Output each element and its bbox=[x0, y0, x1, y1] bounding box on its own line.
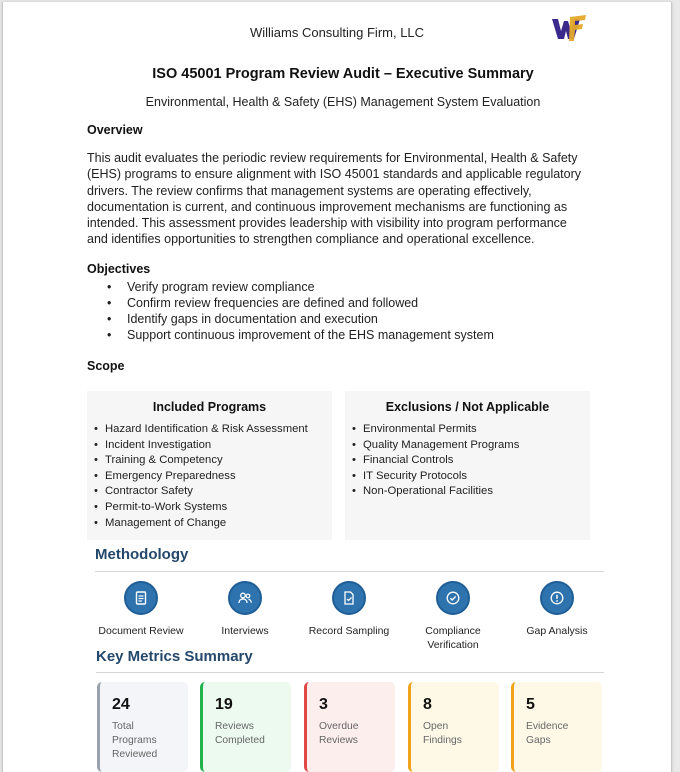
metric-label-line: Reviews bbox=[319, 735, 358, 746]
included-program-item: • Emergency Preparedness bbox=[94, 469, 332, 485]
included-program-item: • Training & Competency bbox=[94, 453, 332, 469]
methodology-label: Record Sampling bbox=[308, 625, 390, 637]
methodology-heading: Methodology bbox=[95, 546, 189, 563]
methodology-label bbox=[398, 624, 508, 652]
exclusion-item: • Financial Controls bbox=[352, 453, 590, 469]
metric-label bbox=[112, 720, 188, 762]
methodology-record-sampling bbox=[294, 581, 404, 638]
metric-label bbox=[526, 720, 602, 748]
firm-name: Williams Consulting Firm, LLC bbox=[249, 25, 425, 40]
metric-label-line: Reviews bbox=[215, 721, 254, 732]
methodology-label: Document Review bbox=[98, 625, 184, 637]
objectives-heading: Objectives bbox=[87, 262, 151, 276]
metric-value: 3 bbox=[319, 696, 328, 713]
included-programs-title: Included Programs bbox=[152, 400, 267, 414]
metric-label-line: Overdue bbox=[319, 721, 359, 732]
metric-label-line: Gaps bbox=[526, 735, 551, 746]
metric-value: 5 bbox=[526, 696, 535, 713]
overview-line: This audit evaluates the periodic review requirements for Environmental, Health & Safety bbox=[87, 151, 578, 165]
metric-value: 19 bbox=[215, 696, 233, 713]
included-program-item: • Contractor Safety bbox=[94, 484, 332, 500]
overview-line: documentation is current, and continuous improvement mechanisms are functioning as bbox=[87, 199, 568, 214]
metric-label-line: Open bbox=[423, 721, 449, 732]
methodology-document-review bbox=[86, 581, 196, 638]
people-icon bbox=[228, 581, 262, 615]
report-title: ISO 45001 Program Review Audit – Executive Summary bbox=[152, 66, 534, 82]
metrics-divider bbox=[96, 672, 604, 673]
objectives-list bbox=[107, 279, 494, 343]
exclusion-item: • Environmental Permits bbox=[352, 422, 590, 438]
metrics-heading: Key Metrics Summary bbox=[96, 648, 253, 665]
document-icon bbox=[124, 581, 158, 615]
metric-label-line: Reviewed bbox=[112, 749, 158, 760]
methodology-label-line: Verification bbox=[427, 639, 479, 651]
objective-item: • Confirm review frequencies are defined and followed bbox=[107, 295, 494, 311]
overview-line: and identifies opportunities to strengthen compliance and operational excellence. bbox=[87, 232, 535, 247]
metric-label-line: Completed bbox=[215, 735, 265, 746]
alert-circle-icon bbox=[540, 581, 574, 615]
exclusion-item: • Quality Management Programs bbox=[352, 438, 590, 454]
methodology-gap-analysis bbox=[502, 581, 612, 638]
report-subtitle: Environmental, Health & Safety (EHS) Management System Evaluation bbox=[145, 95, 541, 109]
methodology-label: Interviews bbox=[221, 625, 269, 637]
metric-label bbox=[319, 720, 395, 748]
objective-item: • Verify program review compliance bbox=[107, 279, 494, 295]
exclusions-title: Exclusions / Not Applicable bbox=[385, 400, 550, 414]
metric-label-line: Evidence bbox=[526, 721, 569, 732]
exclusions-list bbox=[352, 422, 590, 500]
methodology-interviews bbox=[190, 581, 300, 638]
wcf-logo-icon bbox=[550, 13, 588, 43]
metric-label-line: Programs bbox=[112, 735, 157, 746]
included-programs-list bbox=[94, 422, 332, 531]
overview-heading: Overview bbox=[87, 123, 143, 137]
exclusion-item: • IT Security Protocols bbox=[352, 469, 590, 485]
overview-line: (EHS) programs to ensure alignment with ISO 45001 standards and applicable regulatory bbox=[87, 167, 582, 182]
methodology-compliance-verification bbox=[398, 581, 508, 652]
overview-paragraph bbox=[87, 150, 595, 248]
included-programs-box bbox=[87, 391, 332, 540]
metric-label-line: Findings bbox=[423, 735, 462, 746]
metric-value: 24 bbox=[112, 696, 130, 713]
overview-line: intended. This assessment provides leadership with visibility into program performance bbox=[87, 216, 567, 231]
methodology-label-line: Compliance bbox=[425, 625, 481, 637]
objective-item: • Identify gaps in documentation and execution bbox=[107, 311, 494, 327]
included-program-item: • Management of Change bbox=[94, 516, 332, 532]
metric-label-line: Total bbox=[112, 721, 134, 732]
included-program-item: • Hazard Identification & Risk Assessment bbox=[94, 422, 332, 438]
check-circle-icon bbox=[436, 581, 470, 615]
objective-item: • Support continuous improvement of the EHS management system bbox=[107, 327, 494, 343]
metric-label bbox=[215, 720, 291, 748]
exclusion-item: • Non-Operational Facilities bbox=[352, 484, 590, 500]
methodology-divider bbox=[95, 571, 604, 572]
exclusions-box bbox=[345, 391, 590, 540]
scope-heading: Scope bbox=[87, 359, 125, 373]
included-program-item: • Permit-to-Work Systems bbox=[94, 500, 332, 516]
file-check-icon bbox=[332, 581, 366, 615]
metric-value: 8 bbox=[423, 696, 432, 713]
included-program-item: • Incident Investigation bbox=[94, 438, 332, 454]
metric-label bbox=[423, 720, 499, 748]
methodology-label: Gap Analysis bbox=[526, 625, 588, 637]
report-page bbox=[2, 2, 672, 772]
overview-line: drivers. The review confirms that management systems are operating effectively, bbox=[87, 183, 532, 198]
